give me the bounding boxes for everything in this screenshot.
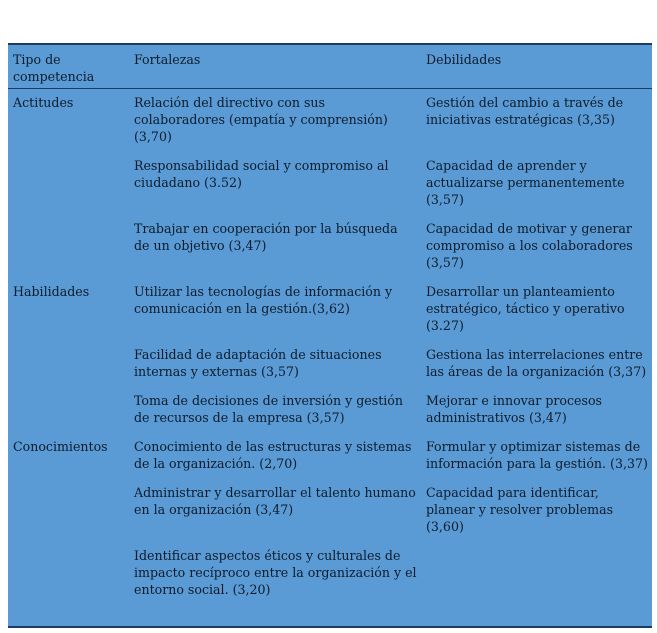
table-row — [8, 433, 652, 479]
fortaleza-cell: Utilizar las tecnologías de información y comunicación en la gestión.(3,62) — [134, 284, 393, 316]
group-label-actitudes: Actitudes — [13, 95, 74, 110]
table-row — [8, 278, 652, 341]
fortaleza-cell: Facilidad de adaptación de situaciones internas y externas (3,57) — [134, 347, 382, 379]
table-row — [8, 152, 652, 215]
debilidad-cell: Desarrollar un planteamiento estratégico, táctico y operativo (3.27) — [426, 284, 625, 333]
debilidad-cell: Formular y optimizar sistemas de información para la gestión. (3,37) — [426, 439, 648, 471]
empty-cell — [8, 387, 129, 433]
header-tipo-competencia: Tipo de competencia — [13, 52, 95, 84]
empty-cell — [8, 479, 129, 542]
table-row — [8, 479, 652, 542]
fortaleza-cell: Responsabilidad social y compromiso al ciudadano (3.52) — [134, 158, 389, 190]
empty-cell — [8, 542, 129, 605]
fortaleza-cell: Relación del directivo con sus colaboradores (empatía y comprensión) (3,70) — [134, 95, 388, 144]
group-label-habilidades: Habilidades — [13, 284, 90, 299]
fortaleza-cell: Identificar aspectos éticos y culturales de impacto recíproco entre la organización y el entorno social. (3,20) — [134, 548, 417, 597]
debilidad-cell: Capacidad de aprender y actualizarse permanentemente (3,57) — [426, 158, 625, 207]
competencias-table-panel — [8, 43, 652, 628]
debilidad-cell: Capacidad de motivar y generar compromiso a los colaboradores (3,57) — [426, 221, 633, 270]
debilidad-cell — [421, 542, 652, 605]
header-fortalezas: Fortalezas — [134, 52, 201, 67]
table-row — [8, 542, 652, 605]
table-row — [8, 341, 652, 387]
table-header-row — [8, 45, 652, 89]
debilidad-cell: Mejorar e innovar procesos administrativos (3,47) — [426, 393, 602, 425]
header-debilidades: Debilidades — [426, 52, 502, 67]
fortaleza-cell: Toma de decisiones de inversión y gestión de recursos de la empresa (3,57) — [134, 393, 403, 425]
fortaleza-cell: Conocimiento de las estructuras y sistemas de la organización. (2,70) — [134, 439, 412, 471]
debilidad-cell: Gestiona las interrelaciones entre las áreas de la organización (3,37) — [426, 347, 647, 379]
competencias-table — [8, 45, 652, 605]
empty-cell — [8, 215, 129, 278]
fortaleza-cell: Administrar y desarrollar el talento humano en la organización (3,47) — [134, 485, 416, 517]
fortaleza-cell: Trabajar en cooperación por la búsqueda de un objetivo (3,47) — [134, 221, 398, 253]
table-row — [8, 215, 652, 278]
empty-cell — [8, 341, 129, 387]
debilidad-cell: Gestión del cambio a través de iniciativas estratégicas (3,35) — [426, 95, 624, 127]
table-body — [8, 89, 652, 606]
table-row — [8, 387, 652, 433]
debilidad-cell: Capacidad para identificar, planear y resolver problemas (3,60) — [426, 485, 614, 534]
table-row — [8, 89, 652, 153]
empty-cell — [8, 152, 129, 215]
group-label-conocimientos: Conocimientos — [13, 439, 108, 454]
